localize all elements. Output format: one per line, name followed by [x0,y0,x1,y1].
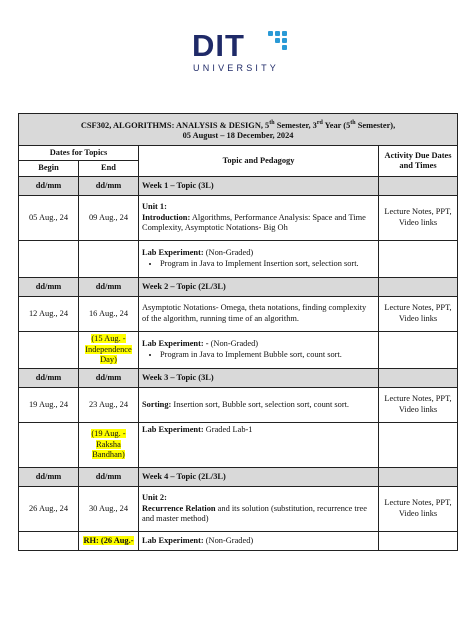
lab-item: • Program in Java to Implement Insertion sort, selection sort. [160,259,375,269]
activity-cell: Lecture Notes, PPT, Video links [379,195,458,240]
begin-date: 19 Aug., 24 [19,387,79,422]
end-date: 23 Aug., 24 [79,387,139,422]
end-date: 09 Aug., 24 [79,195,139,240]
topic-cell: Unit 1: Introduction: Algorithms, Performance Analysis: Space and Time Complexity, Asymptotic Notations- Big Oh [139,195,379,240]
course-schedule-table [18,113,458,551]
end-date: 16 Aug., 24 [79,296,139,331]
activity-header: Activity Due Dates and Times [379,146,458,177]
topic-row [19,486,458,531]
lab-item: • Program in Java to Implement Bubble sort, count sort. [160,350,375,360]
activity-cell: Lecture Notes, PPT, Video links [379,387,458,422]
topic-cell: Sorting: Insertion sort, Bubble sort, selection sort, count sort. [139,387,379,422]
end-header: End [79,161,139,176]
begin-date: 05 Aug., 24 [19,195,79,240]
week-header-row: dd/mm dd/mm Week 4 – Topic (2L/3L) [19,467,458,486]
course-title-cell: CSF302, ALGORITHMS: ANALYSIS & DESIGN, 5th Semester, 3rd Year (5th Semester), 05 August – 18 December, 2024 [19,114,458,146]
course-dates: 05 August – 18 December, 2024 [182,130,294,140]
lab-row [19,422,458,467]
lab-row [19,240,458,277]
end-date: 30 Aug., 24 [79,486,139,531]
topic-row [19,195,458,240]
week-label: Week 4 – Topic (2L/3L) [139,467,379,486]
course-title: CSF302, ALGORITHMS: ANALYSIS & DESIGN, 5 [80,120,270,130]
holiday-note: (19 Aug. - Raksha Bandhan) [91,429,126,460]
lab-cell: Lab Experiment: (Non-Graded) • Program in Java to Implement Insertion sort, selection sort. [139,240,379,277]
begin-date: 12 Aug., 24 [19,296,79,331]
topic-cell: Asymptotic Notations- Omega, theta notations, finding complexity of the algorithm, running time of an algorithm. [139,296,379,331]
lab-cell: Lab Experiment: (Non-Graded) [139,531,379,550]
logo-wordmark: DIT [192,28,245,63]
dates-for-topics-header: Dates for Topics [19,146,139,161]
lab-cell: Lab Experiment: - (Non-Graded) • Program in Java to Implement Bubble sort, count sort. [139,331,379,368]
week-label: Week 2 – Topic (2L/3L) [139,277,379,296]
logo-dots-icon [268,31,290,53]
topic-row [19,387,458,422]
lab-row [19,531,458,550]
week-header-row: dd/mm dd/mm Week 2 – Topic (2L/3L) [19,277,458,296]
activity-cell: Lecture Notes, PPT, Video links [379,296,458,331]
lab-cell: Lab Experiment: Graded Lab-1 [139,422,379,467]
logo-subtitle: UNIVERSITY [193,63,280,73]
lab-row [19,331,458,368]
activity-cell: Lecture Notes, PPT, Video links [379,486,458,531]
week-label: Week 3 – Topic (3L) [139,368,379,387]
week-header-row: dd/mm dd/mm Week 3 – Topic (3L) [19,368,458,387]
dit-university-logo [192,30,292,74]
begin-header: Begin [19,161,79,176]
week-header-row: dd/mm dd/mm Week 1 – Topic (3L) [19,176,458,195]
holiday-note: (15 Aug. - Independence Day) [85,334,132,365]
week-label: Week 1 – Topic (3L) [139,176,379,195]
holiday-note: RH: (26 Aug.- [83,535,134,545]
topic-cell: Unit 2: Recurrence Relation and its solution (substitution, recurrence tree and master method) [139,486,379,531]
begin-date: 26 Aug., 24 [19,486,79,531]
topic-header: Topic and Pedagogy [139,146,379,177]
topic-row [19,296,458,331]
